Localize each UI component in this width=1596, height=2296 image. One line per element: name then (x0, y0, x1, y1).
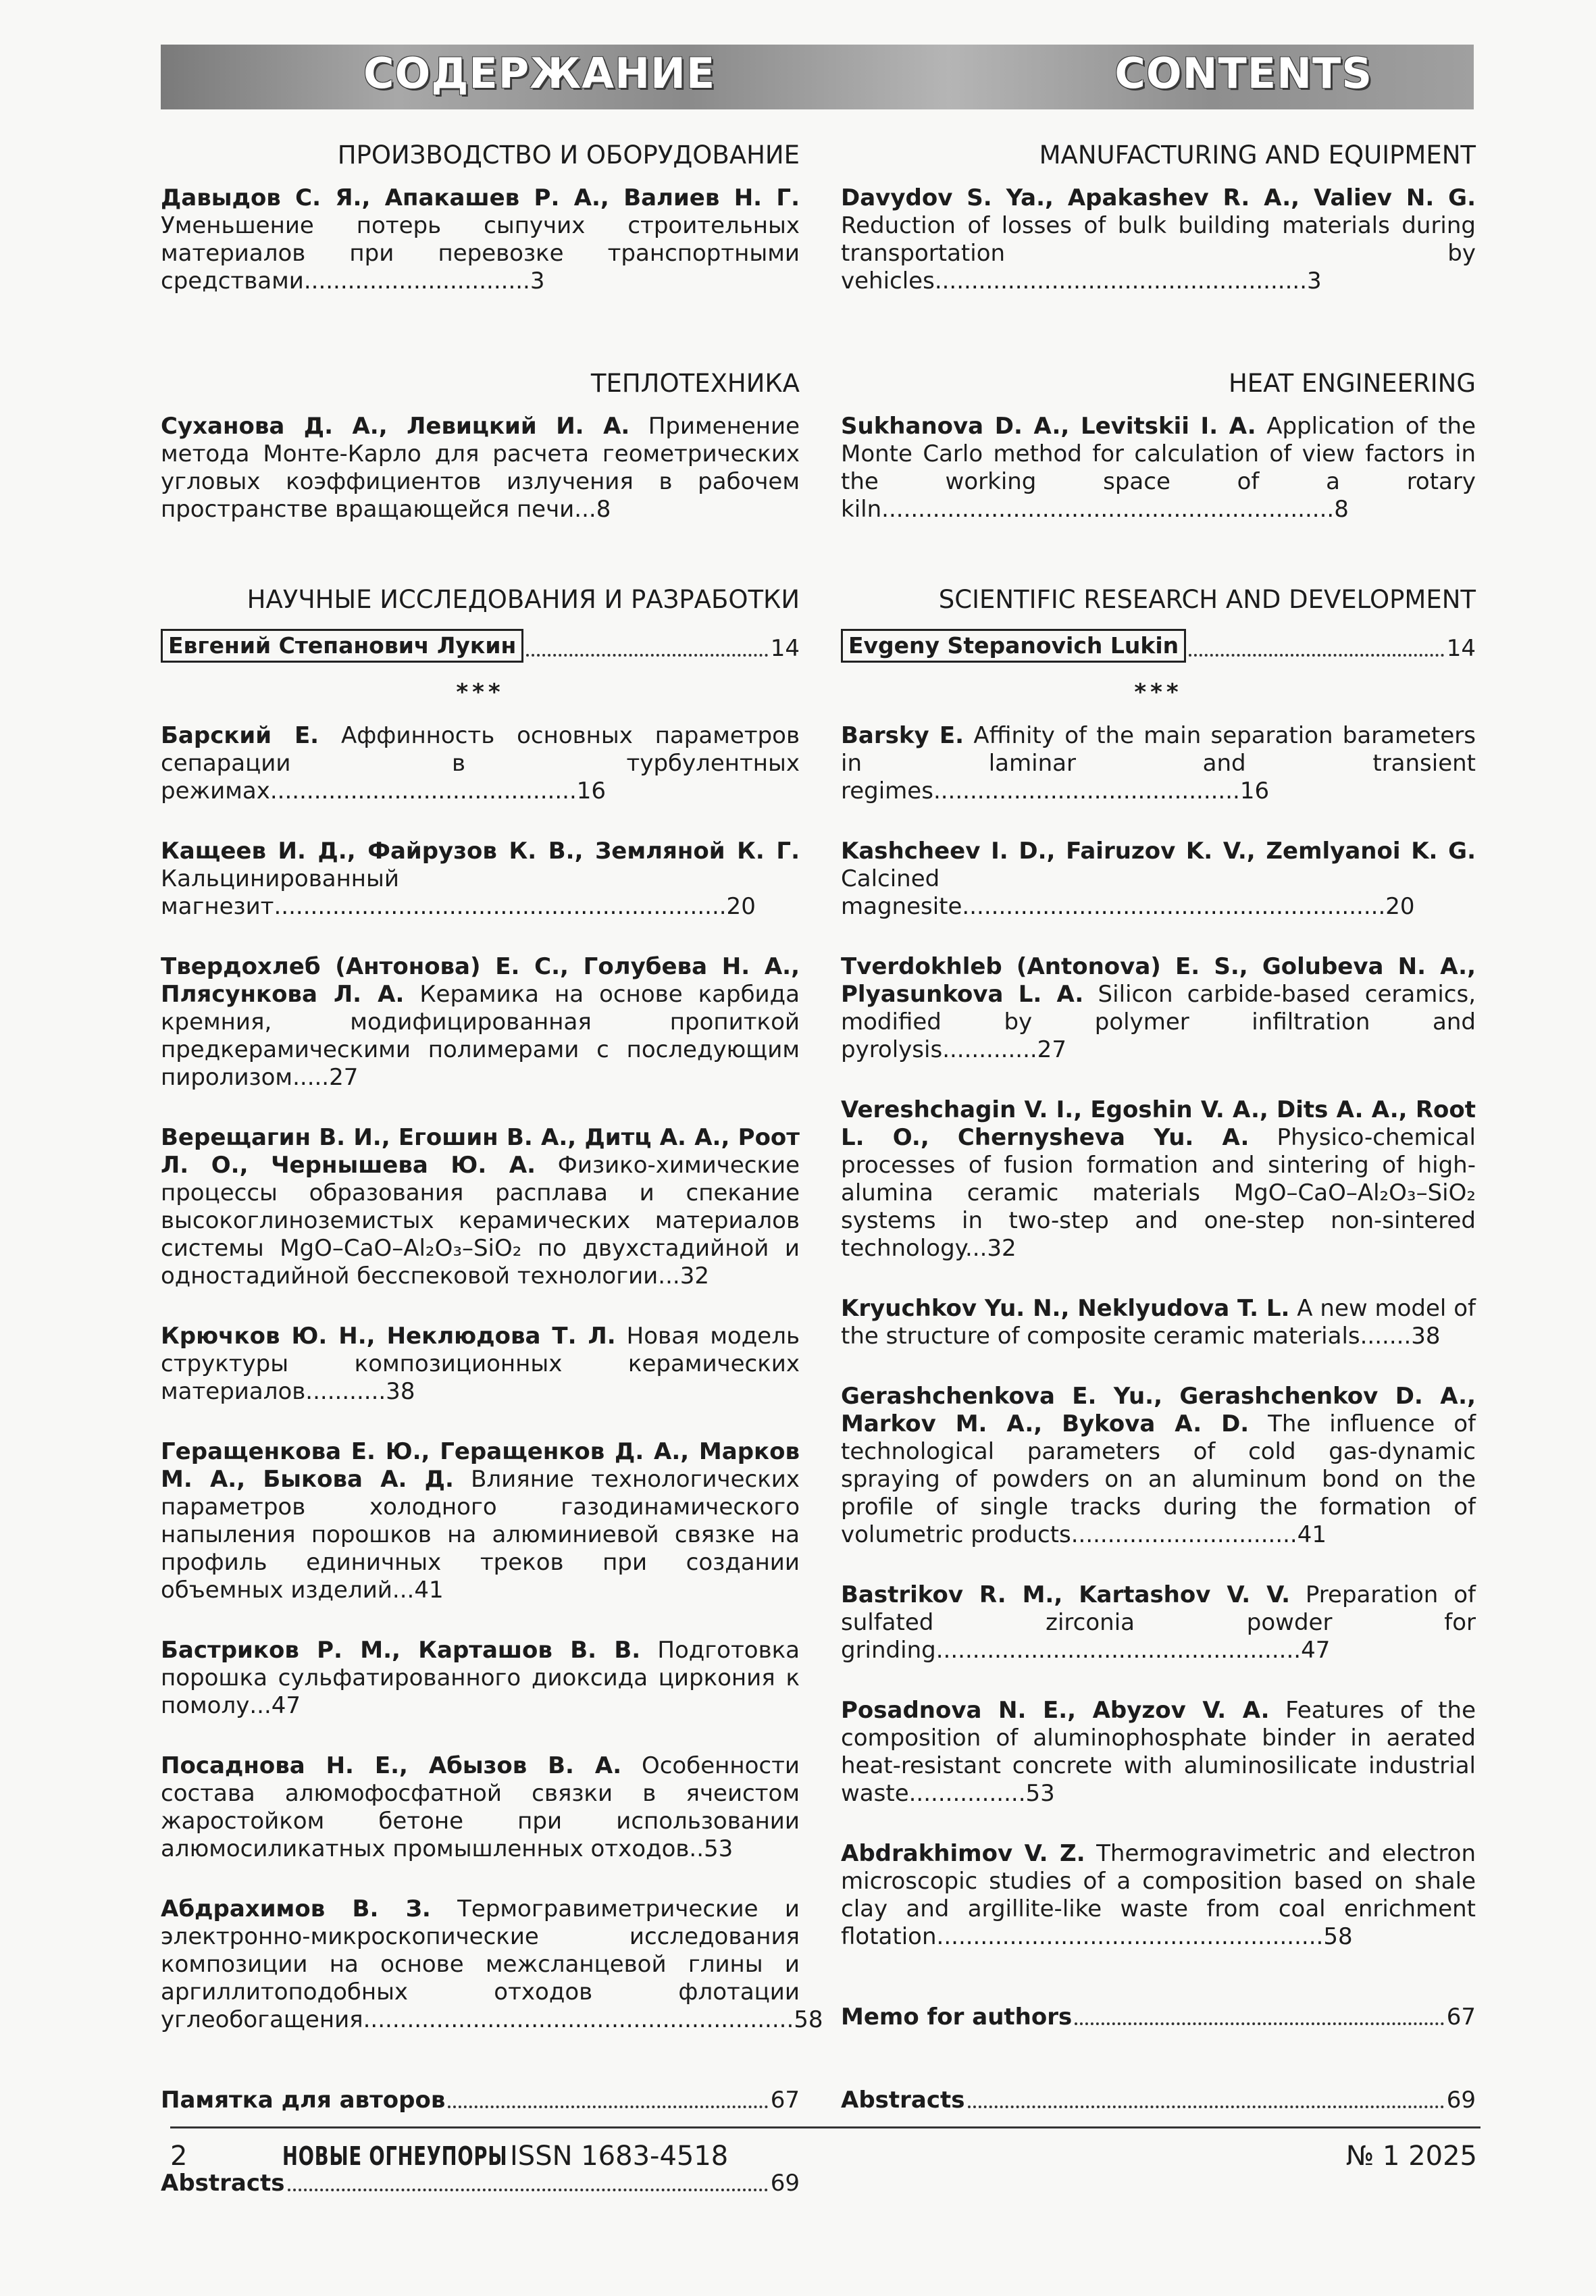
toc-entry-memo[interactable] (161, 2087, 800, 2114)
dot-leader (1075, 2022, 1443, 2025)
entry-title: Применение метода Монте-Карло для расчета геометрических угловых коэффициентов излучения в рабочем пространстве вращающейся печи (161, 413, 800, 523)
entry-page: 67 (1446, 2004, 1476, 2031)
entry-title: Влияние технологических параметров холодного газодинамического напыления порошков на алюминиевой связке на профиль единичных треков при создании объемных изделий (161, 1466, 800, 1604)
entry-authors-boxed: Evgeny Stepanovich Lukin (841, 629, 1186, 663)
entry-page: ...47 (249, 1692, 301, 1719)
entry-title: Физико-химические процессы образования расплава и спекание высокоглиноземистых керамических материалов системы MgO–CaO–Al₂O₃–SiO₂ по двухстадийной и одностадийной бесспековой технологии (161, 1152, 800, 1290)
entry-authors: Бастриков Р. М., Карташов В. В. (161, 1637, 641, 1664)
entry-page: ...........................................................58 (363, 2006, 823, 2033)
entry-title: Керамика на основе карбида кремния, модифицированная пропиткой предкерамическими полимерами с последующим пиролизом (161, 981, 800, 1091)
contents-column-en (841, 138, 1476, 2114)
entry-title: Новая модель структуры композиционных керамических материалов (161, 1323, 800, 1405)
section-heading: MANUFACTURING AND EQUIPMENT (1039, 141, 1476, 170)
entry-title: Abstracts (841, 2087, 965, 2114)
section-heading: ПРОИЗВОДСТВО И ОБОРУДОВАНИЕ (337, 141, 800, 170)
entry-page: ..........................................................20 (962, 893, 1415, 920)
separator-stars: *** (1134, 679, 1183, 706)
toc-entry[interactable] (841, 722, 1476, 805)
entry-title: Кальцинированный магнезит (161, 865, 399, 920)
entry-page: ................53 (908, 1780, 1055, 1807)
entry-page: .....27 (292, 1064, 359, 1091)
toc-entry[interactable] (841, 413, 1476, 524)
entry-title: Аффинность основных параметров сепарации в турбулентных режимах (161, 722, 800, 805)
entry-authors: Barsky E. (841, 722, 964, 749)
toc-entry[interactable] (161, 1637, 800, 1720)
toc-entry[interactable] (161, 1323, 800, 1406)
toc-entry[interactable] (841, 184, 1476, 295)
toc-entry[interactable] (161, 1124, 800, 1290)
entry-title: Особенности состава алюмофосфатной связки в ячеистом жаростойком бетоне при использовании алюмосиликатных промышленных отходов (161, 1752, 800, 1862)
entry-page: ..................................................47 (935, 1637, 1331, 1664)
entry-page: ...8 (574, 496, 611, 523)
section-heading: ТЕПЛОТЕХНИКА (590, 369, 800, 398)
toc-entry-abstracts[interactable] (841, 2087, 1476, 2114)
entry-title: Physico-chemical processes of fusion formation and sintering of high-alumina ceramic materials MgO–CaO–Al₂O₃–SiO₂ systems in two-step and one-step non-sintered technology (841, 1124, 1476, 1262)
entry-title: A new model of the structure of composite ceramic materials (841, 1295, 1476, 1350)
entry-authors: Давыдов С. Я., Апакашев Р. А., Валиев Н. Г. (161, 184, 800, 211)
entry-authors: Kashcheev I. D., Fairuzov K. V., Zemlyanoi K. G. (841, 838, 1476, 865)
entry-page: ..........................................16 (269, 777, 607, 805)
entry-page: ..............................................................20 (274, 893, 756, 920)
toc-entry[interactable] (161, 1895, 823, 2034)
entry-authors: Суханова Д. А., Левицкий И. А. (161, 413, 630, 440)
entry-authors: Барский Е. (161, 722, 319, 749)
toc-entry[interactable] (841, 1096, 1476, 1262)
entry-page: 14 (770, 635, 800, 662)
entry-authors: Твердохлеб (Антонова) Е. С., Голубева Н. А., Плясункова Л. А. (161, 953, 800, 1008)
entry-page: ..........................................16 (933, 777, 1270, 805)
entry-title: Abstracts (161, 2170, 285, 2197)
entry-title: Preparation of sulfated zirconia powder for grinding (841, 1581, 1476, 1664)
page-number: 2 (170, 2141, 188, 2172)
section-heading: НАУЧНЫЕ ИССЛЕДОВАНИЯ И РАЗРАБОТКИ (247, 585, 800, 614)
entry-page: .............27 (942, 1036, 1066, 1063)
entry-authors: Abdrakhimov V. Z. (841, 1840, 1085, 1867)
entry-authors: Davydov S. Ya., Apakashev R. A., Valiev N. G. (841, 184, 1476, 211)
entry-authors: Sukhanova D. A., Levitskii I. A. (841, 413, 1256, 440)
separator-stars: *** (456, 679, 505, 706)
entry-authors: Посаднова Н. Е., Абызов В. А. (161, 1752, 622, 1779)
entry-page: ...............................41 (1071, 1521, 1327, 1548)
toc-entry-abstracts[interactable] (161, 2170, 800, 2197)
dot-leader (526, 654, 767, 657)
toc-entry[interactable] (841, 629, 1476, 663)
issue-number: № 1 2025 (1345, 2141, 1477, 2172)
issn: ISSN 1683-4518 (510, 2141, 729, 2172)
dot-leader (288, 2189, 768, 2191)
entry-title: Термогравиметрические и электронно-микроскопические исследования композиции на основе межсланцевой глины и аргиллитоподобных отходов флотации углеобогащения (161, 1895, 800, 2033)
entry-page: ...............................3 (303, 267, 545, 295)
entry-page: .......38 (1360, 1323, 1441, 1350)
journal-name: НОВЫЕ ОГНЕУПОРЫ (282, 2141, 508, 2171)
toc-entry[interactable] (161, 722, 800, 805)
footer-rule (170, 2126, 1481, 2128)
entry-page: ...................................................3 (934, 267, 1322, 295)
toc-entry[interactable] (161, 184, 800, 295)
entry-authors: Gerashchenkova E. Yu., Gerashchenkov D. A., Markov M. A., Bykova A. D. (841, 1383, 1476, 1437)
entry-title: Уменьшение потерь сыпучих строительных материалов при перевозке транспортными средствами (161, 212, 800, 295)
toc-entry[interactable] (161, 413, 800, 524)
entry-title: Silicon carbide-based ceramics, modified by polymer infiltration and pyrolysis (841, 981, 1476, 1063)
entry-page: ...........38 (305, 1378, 415, 1405)
entry-page: 67 (770, 2087, 800, 2114)
entry-title: Thermogravimetric and electron microscopic studies of a composition based on shale clay and argillite-like waste from coal enrichment flotation (841, 1840, 1476, 1950)
entry-page: ..............................................................8 (881, 496, 1349, 523)
entry-page: 14 (1446, 635, 1476, 662)
entry-title: Reduction of losses of bulk building materials during transportation by vehicles (841, 212, 1476, 295)
entry-title: Памятка для авторов (161, 2087, 446, 2114)
dot-leader (1189, 654, 1444, 657)
entry-authors: Геращенкова Е. Ю., Геращенков Д. А., Марков М. А., Быкова А. Д. (161, 1438, 800, 1493)
toc-entry[interactable] (161, 838, 800, 921)
toc-entry[interactable] (841, 838, 1476, 921)
entry-title: Affinity of the main separation barameters in laminar and transient regimes (841, 722, 1476, 805)
entry-authors: Кащеев И. Д., Файрузов К. В., Земляной К. Г. (161, 838, 800, 865)
entry-authors: Абдрахимов В. З. (161, 1895, 431, 1922)
toc-entry[interactable] (841, 1295, 1476, 1350)
entry-title: The influence of technological parameters of cold gas-dynamic spraying of powders on an aluminum bond on the profile of single tracks during the formation of volumetric products (841, 1410, 1476, 1548)
banner-title-ru: СОДЕРЖАНИЕ (363, 49, 716, 98)
entry-authors: Posadnova N. E., Abyzov V. A. (841, 1697, 1270, 1724)
entry-page: 69 (1446, 2087, 1476, 2114)
dot-leader (968, 2106, 1444, 2108)
toc-entry[interactable] (161, 1438, 800, 1604)
entry-title: Memo for authors (841, 2004, 1073, 2031)
entry-authors: Верещагин В. И., Егошин В. А., Дитц А. А., Роот Л. О., Чернышева Ю. А. (161, 1124, 800, 1179)
toc-entry[interactable] (841, 1840, 1476, 1951)
banner-title-en: CONTENTS (1114, 49, 1372, 98)
toc-entry-memo[interactable] (841, 2004, 1476, 2031)
entry-page: ..53 (689, 1835, 733, 1862)
entry-page: 69 (770, 2170, 800, 2197)
toc-entry[interactable] (161, 629, 800, 663)
section-heading: SCIENTIFIC RESEARCH AND DEVELOPMENT (938, 585, 1476, 614)
entry-authors: Крючков Ю. Н., Неклюдова Т. Л. (161, 1323, 616, 1350)
toc-entry[interactable] (841, 1697, 1476, 1808)
entry-title: Подготовка порошка сульфатированного диоксида циркония к помолу (161, 1637, 800, 1719)
entry-authors: Tverdokhleb (Antonova) E. S., Golubeva N. A., Plyasunkova L. A. (841, 953, 1476, 1008)
entry-page: ...32 (658, 1262, 709, 1290)
entry-page: ...32 (964, 1235, 1016, 1262)
entry-authors: Vereshchagin V. I., Egoshin V. A., Dits A. A., Root L. O., Chernysheva Yu. A. (841, 1096, 1476, 1151)
section-heading: HEAT ENGINEERING (1228, 369, 1476, 398)
toc-entry[interactable] (841, 1383, 1476, 1549)
toc-entry[interactable] (841, 953, 1476, 1064)
toc-entry[interactable] (161, 953, 800, 1092)
entry-authors-boxed: Евгений Степанович Лукин (161, 629, 523, 663)
dot-leader (448, 2106, 767, 2108)
entry-title: Calcined magnesite (841, 865, 962, 920)
contents-banner (161, 45, 1474, 109)
entry-page: .....................................................58 (936, 1923, 1353, 1950)
entry-title: Application of the Monte Carlo method for calculation of view factors in the working space of a rotary kiln (841, 413, 1476, 523)
contents-column-ru (161, 138, 823, 2197)
entry-page: ...41 (392, 1577, 444, 1604)
toc-entry[interactable] (161, 1752, 800, 1863)
entry-authors: Bastrikov R. M., Kartashov V. V. (841, 1581, 1290, 1608)
entry-title: Features of the composition of aluminophosphate binder in aerated heat-resistant concrete with aluminosilicate industrial waste (841, 1697, 1476, 1807)
entry-authors: Kryuchkov Yu. N., Neklyudova T. L. (841, 1295, 1290, 1322)
toc-entry[interactable] (841, 1581, 1476, 1664)
